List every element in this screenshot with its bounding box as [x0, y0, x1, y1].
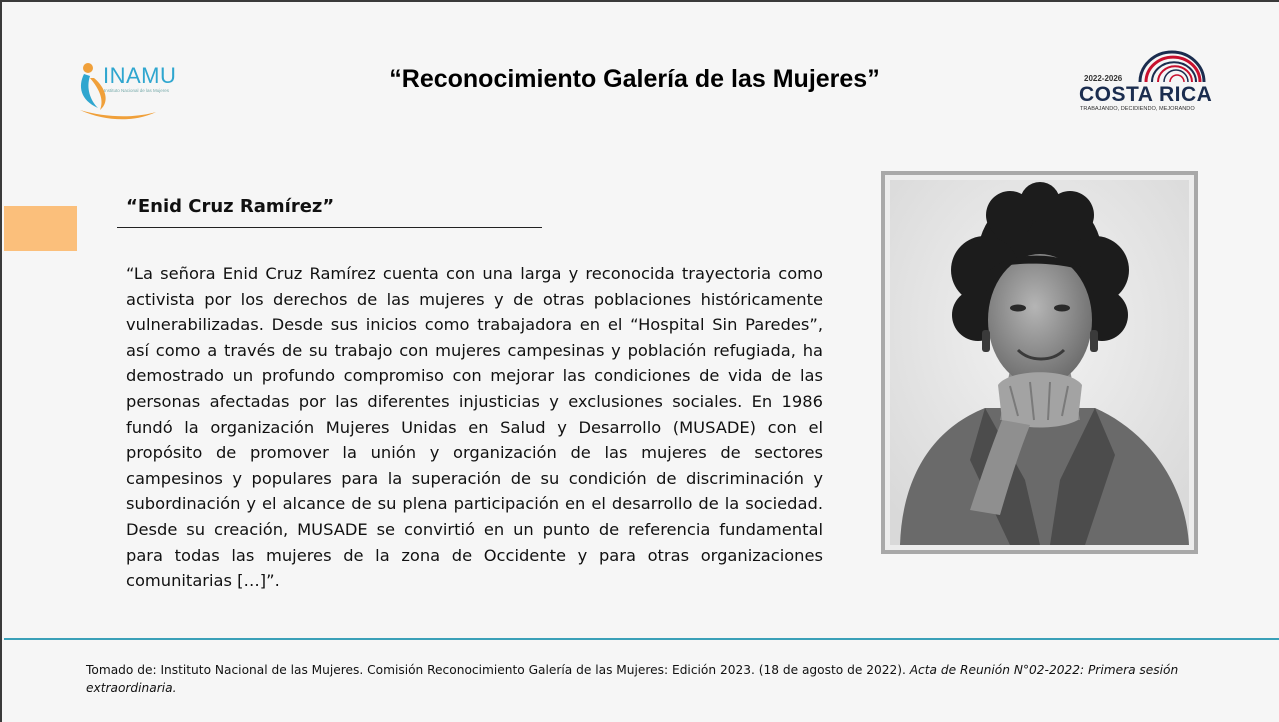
cr-name: COSTA RICA — [1079, 83, 1213, 106]
portrait-frame — [881, 171, 1198, 554]
inamu-wordmark: INAMU — [103, 63, 177, 88]
footer-citation — [86, 661, 1226, 697]
footer-divider — [4, 638, 1279, 640]
costa-rica-logo — [1076, 50, 1216, 120]
name-underline — [117, 227, 542, 228]
page-title: “Reconocimiento Galería de las Mujeres” — [389, 65, 880, 93]
citation-title: Acta de Reunión N°02-2022: Primera sesión extraordinaria. — [86, 663, 1179, 695]
portrait-mat — [885, 175, 1194, 550]
inamu-subtitle: Instituto Nacional de las Mujeres — [104, 88, 170, 93]
citation-text: Tomado de: Instituto Nacional de las Mujeres. Comisión Reconocimiento Galería de las Mujeres: Edición 2023. (18 de agosto de 2022). — [86, 663, 910, 677]
cr-years: 2022-2026 — [1084, 74, 1123, 83]
portrait-photo — [890, 180, 1189, 545]
accent-block — [4, 206, 77, 251]
cr-tagline: TRABAJANDO, DECIDIENDO, MEJORANDO — [1080, 106, 1195, 112]
honoree-bio: “La señora Enid Cruz Ramírez cuenta con una larga y reconocida trayectoria como activista por los derechos de las mujeres y de otras poblaciones históricamente vulnerabilizadas. Desde sus inicios como trabajadora en el “Hospital Sin Paredes”, así como a través de su trabajo con mujeres campesinas y población refugiada, ha demostrado un profundo compromiso con mejorar las condiciones de vida de las personas afectadas por las diferentes injusticias y exclusiones sociales. En 1986 fundó la organización Mujeres Unidas en Salud y Desarrollo (MUSADE) con el propósito de promover la unión y organización de las mujeres de sectores campesinos y populares para la superación de su condición de discriminación y subordinación y el alcance de su plena participación en el desarrollo de la sociedad. Desde su creación, MUSADE se convirtió en un punto de referencia fundamental para todas las mujeres de la zona de Occidente y para otras organizaciones comunitarias […]”. — [126, 264, 823, 591]
honoree-name: “Enid Cruz Ramírez” — [126, 196, 335, 217]
flag-arcs-icon — [1134, 50, 1210, 84]
inamu-logo — [76, 60, 196, 122]
